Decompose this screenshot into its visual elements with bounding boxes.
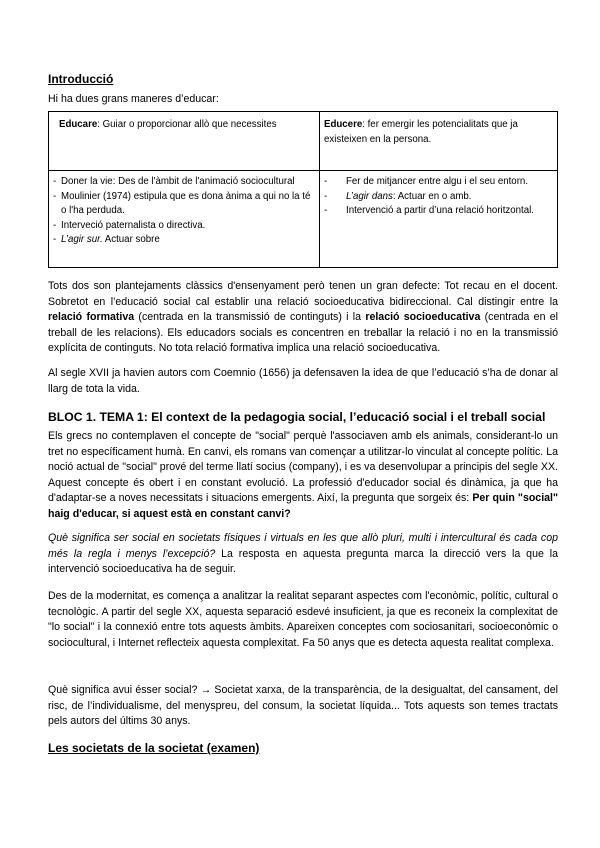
- educere-list: [324, 175, 553, 219]
- relacio-socioeducativa-term: relació socioeducativa: [365, 311, 481, 323]
- intro-lead: Hi ha dues grans maneres d’educar:: [48, 93, 219, 105]
- paragraph-esser-social: Què significa avui ésser social? → Societat xarxa, de la transparència, de la desigualtat, del cansament, del risc, de l’individualisme, del menyspreu, del consum, la societat líquida... Tots aquests son temes tractats pels autors del últims 30 anys.: [48, 684, 558, 727]
- comparison-table: [48, 111, 558, 268]
- para-text: (centrada en el treball de les relacions). Els educadors socials es concentren en treballar la relació i no en la transmissió explícita de continguts. No tota relació formativa implica una relació socioeducativa.: [48, 311, 559, 354]
- list-item: [324, 190, 553, 205]
- italic-question: Què significa ser social en societats físiques i virtuals en les que allò pluri, multi i intercultural és cada cop més la regla i menys l’excepció?: [48, 532, 558, 560]
- intro-heading: Introducció: [48, 72, 114, 86]
- agir-sur-term: L’agir sur.: [61, 234, 103, 246]
- paragraph-coemnio: Al segle XVII ja havien autors com Coemnio (1656) ja defensaven la idea de que l’educació s’ha de donar al llarg de tota la vida.: [48, 367, 558, 395]
- educare-details-cell: [49, 171, 320, 268]
- relacio-formativa-term: relació formativa: [48, 311, 135, 323]
- educere-definition: : fer emergir les potencialitats que ja existeixen en la persona.: [324, 119, 518, 145]
- table-row: [49, 171, 558, 268]
- bloc-heading: BLOC 1. TEMA 1: El context de la pedagogia social, l’educació social i el treball social: [48, 410, 546, 424]
- para-text: (centrada en la transmissió de continguts) i la: [134, 311, 366, 323]
- para-text: Els grecs no contemplaven el concepte de "social" perquè l'associaven amb els animals, considerant-lo un tret no específicament humà. En canvi, els romans van començar a utilitzar-lo vinculat al concepte polític. La noció actual de "social" prové del terme llatí socius (company), i es va desenvolupar a principis del segle XX. Aquest concepte és obert i en constant evolució. La professió d'educador social és dinàmica, ja que ha d'adaptar-se a noves necessitats i situacions emergents. Així, la pregunta que sorgeix és:: [48, 430, 558, 504]
- paragraph-question: [48, 531, 558, 578]
- list-item: - Fer de mitjancer entre algu i el seu entorn.: [324, 175, 553, 190]
- para-text: La resposta en aquesta pregunta marca la direcció vers la que la intervenció socioeducativa ha de seguir.: [48, 547, 558, 575]
- societats-heading: Les societats de la societat (examen): [48, 741, 260, 755]
- list-item: [53, 233, 315, 248]
- agir-dans-text: : Actuar en o amb.: [392, 190, 472, 202]
- educare-term: Educare: [59, 119, 98, 130]
- paragraph-modernitat: Des de la modernitat, es comença a analitzar la realitat separant aspectes com l'econòmic, polític, cultural o tecnològic. A partir del segle XX, aquesta separació esdevé insuficient, ja que es reconeix la complexitat de "lo social" i la connexió entre tots aquests àmbits. Apareixen conceptes com sociosanitari, socioeconòmic o sociocultural, i Internet reflecteix aquesta complexitat. Fa 50 anys que es detecta aquesta realitat complexa.: [48, 590, 558, 649]
- educare-cell: [49, 112, 320, 171]
- list-item: - Intervenció a partir d’una relació horitzontal.: [324, 204, 553, 219]
- educere-details-cell: [320, 171, 558, 268]
- educere-cell: [320, 112, 558, 171]
- list-item: - Doner la vie: Des de l'àmbit de l'animació sociocultural: [53, 175, 315, 190]
- list-item: - Interveció paternalista o directiva.: [53, 219, 315, 234]
- table-row: [49, 112, 558, 171]
- list-item: - Moulinier (1974) estipula que es dona ànima a qui no la té o l'ha perduda.: [53, 190, 315, 219]
- agir-dans-term: L’agir dans: [346, 190, 393, 202]
- agir-sur-text: Actuar sobre: [102, 234, 160, 246]
- educare-definition: : Guiar o proporcionar allò que necessites: [97, 119, 277, 130]
- educare-list: [53, 175, 315, 248]
- paragraph-social: [48, 429, 558, 522]
- paragraph-relacio: [48, 279, 558, 357]
- key-question: Per quin "social" haig d'educar, si aquest està en constant canvi?: [48, 492, 558, 520]
- para-text: Tots dos son plantejaments clàssics d'ensenyament però tenen un gran defecte: Tot recau en el docent. Sobretot en l’educació social cal establir una relació socioeducativa bidireccional. Cal distingir entre la: [48, 280, 558, 308]
- educere-term: Educere: [324, 119, 363, 130]
